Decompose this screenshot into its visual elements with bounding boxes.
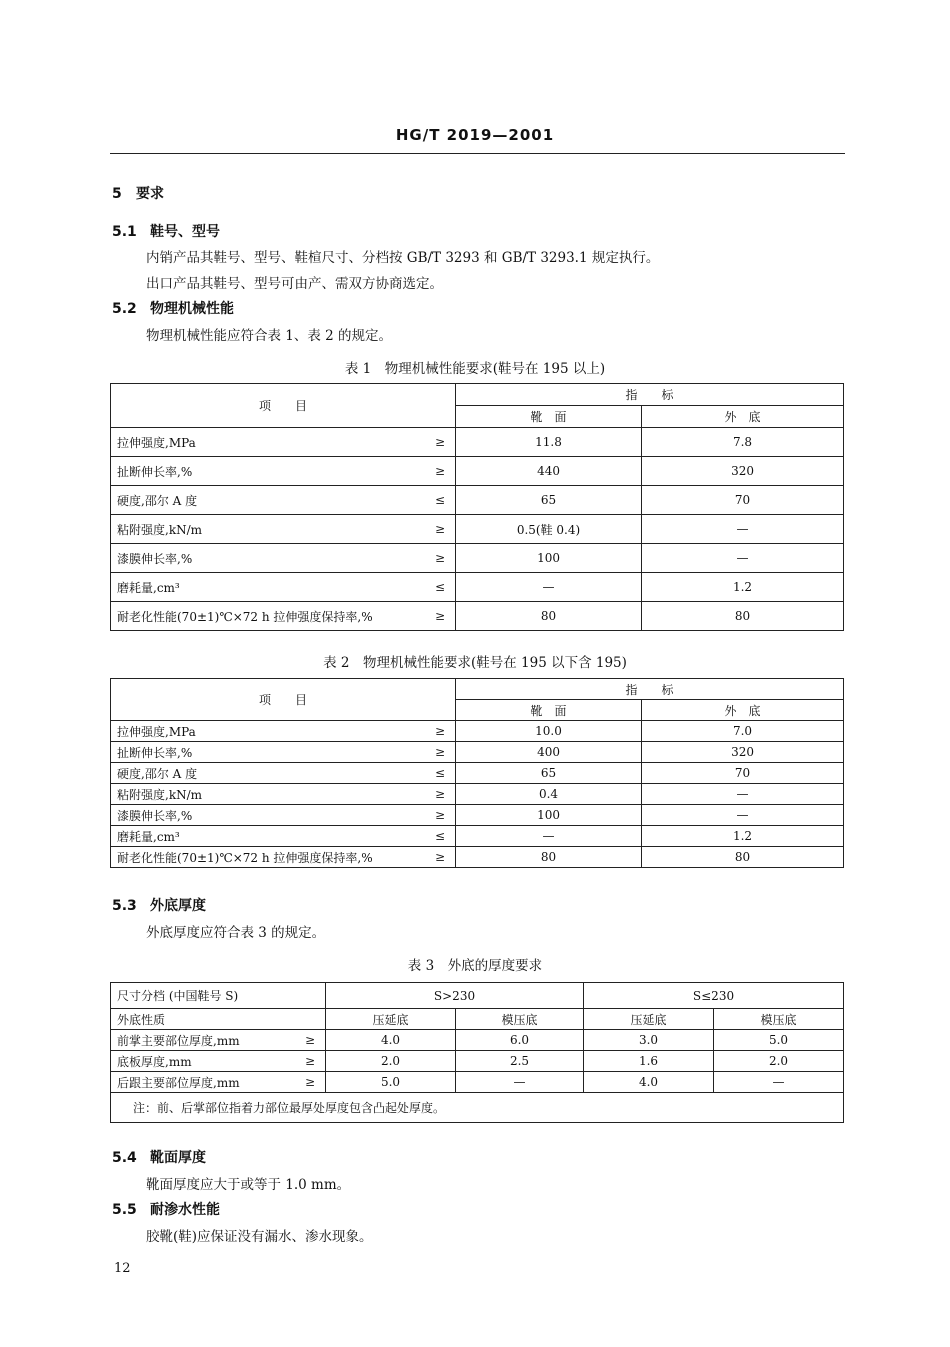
row-operator: ≥: [291, 1051, 326, 1072]
header-molded: 模压底: [456, 1009, 584, 1030]
row-name: 漆膜伸长率,%: [111, 544, 411, 573]
row-operator: ≤: [411, 826, 456, 847]
paragraph: 外底厚度应符合表 3 的规定。: [146, 925, 326, 941]
row-name: 拉伸强度,MPa: [111, 721, 411, 742]
row-name: 耐老化性能(70±1)℃×72 h 拉伸强度保持率,%: [111, 847, 411, 868]
row-name: 扯断伸长率,%: [111, 457, 411, 486]
row-name: 底板厚度,mm: [111, 1051, 291, 1072]
row-operator: ≥: [411, 428, 456, 457]
row-name: 拉伸强度,MPa: [111, 428, 411, 457]
row-value: 6.0: [456, 1030, 584, 1051]
row-sole-value: 70: [642, 763, 844, 784]
header-item: 项 目: [111, 679, 456, 721]
row-operator: ≥: [411, 784, 456, 805]
paragraph: 内销产品其鞋号、型号、鞋楦尺寸、分档按 GB/T 3293 和 GB/T 3293.1 规定执行。: [146, 250, 660, 266]
row-operator: ≥: [411, 721, 456, 742]
row-operator: ≥: [291, 1030, 326, 1051]
row-operator: ≤: [411, 573, 456, 602]
row-sole-value: 7.8: [642, 428, 844, 457]
row-operator: ≤: [411, 486, 456, 515]
row-upper-value: 11.8: [456, 428, 642, 457]
paragraph: 物理机械性能应符合表 1、表 2 的规定。: [146, 328, 393, 344]
table-note: 注：前、后掌部位指着力部位最厚处厚度包含凸起处厚度。: [111, 1093, 844, 1123]
row-sole-value: 1.2: [642, 826, 844, 847]
row-sole-value: —: [642, 784, 844, 805]
row-upper-value: 400: [456, 742, 642, 763]
row-sole-value: 320: [642, 742, 844, 763]
header-size-le-230: S≤230: [584, 983, 844, 1009]
row-upper-value: —: [456, 573, 642, 602]
section-5-3-heading: [112, 895, 206, 915]
paragraph: 出口产品其鞋号、型号可由产、需双方协商选定。: [146, 276, 443, 292]
header-calendered: 压延底: [584, 1009, 714, 1030]
table-row: [111, 805, 844, 826]
row-value: 4.0: [326, 1030, 456, 1051]
header-upper: 靴 面: [456, 700, 642, 721]
header-sole: 外 底: [642, 700, 844, 721]
header-item: 项 目: [111, 384, 456, 428]
row-upper-value: 10.0: [456, 721, 642, 742]
row-upper-value: 440: [456, 457, 642, 486]
table-3-caption: 表 3 外底的厚度要求: [407, 958, 543, 974]
row-sole-value: 7.0: [642, 721, 844, 742]
paragraph: 靴面厚度应大于或等于 1.0 mm。: [146, 1177, 351, 1193]
row-sole-value: —: [642, 515, 844, 544]
row-upper-value: 80: [456, 847, 642, 868]
header-index: 指 标: [456, 384, 844, 406]
row-operator: ≥: [411, 515, 456, 544]
row-sole-value: 70: [642, 486, 844, 515]
page-number: 12: [114, 1261, 131, 1276]
row-name: 扯断伸长率,%: [111, 742, 411, 763]
row-value: 1.6: [584, 1051, 714, 1072]
section-5-1-heading: [112, 221, 220, 241]
table-1-caption: 表 1 物理机械性能要求(鞋号在 195 以上): [344, 361, 606, 377]
row-value: 2.0: [326, 1051, 456, 1072]
table-row: [111, 826, 844, 847]
row-name: 硬度,邵尔 A 度: [111, 486, 411, 515]
header-upper: 靴 面: [456, 406, 642, 428]
row-upper-value: 80: [456, 602, 642, 631]
row-sole-value: 80: [642, 602, 844, 631]
table-row: [111, 784, 844, 805]
row-name: 硬度,邵尔 A 度: [111, 763, 411, 784]
section-title: 鞋号、型号: [150, 224, 220, 240]
row-sole-value: —: [642, 544, 844, 573]
row-operator: ≥: [411, 847, 456, 868]
header-sole: 外 底: [642, 406, 844, 428]
table-2: [110, 678, 844, 868]
table-row: [111, 573, 844, 602]
table-row: [111, 847, 844, 868]
table-row: [111, 486, 844, 515]
row-sole-value: 80: [642, 847, 844, 868]
section-5-4-heading: [112, 1147, 206, 1167]
section-title: 靴面厚度: [150, 1150, 206, 1166]
row-name: 粘附强度,kN/m: [111, 515, 411, 544]
section-5-heading: [112, 183, 164, 203]
table-row: [111, 1030, 844, 1051]
section-5-2-heading: [112, 298, 234, 318]
table-row: [111, 742, 844, 763]
table-2-caption: 表 2 物理机械性能要求(鞋号在 195 以下含 195): [323, 655, 627, 671]
row-value: 5.0: [714, 1030, 844, 1051]
section-title: 耐渗水性能: [150, 1202, 220, 1218]
row-name: 后跟主要部位厚度,mm: [111, 1072, 291, 1093]
row-name: 磨耗量,cm³: [111, 826, 411, 847]
row-upper-value: 65: [456, 763, 642, 784]
table-row: [111, 544, 844, 573]
row-operator: ≥: [411, 457, 456, 486]
header-size-class: 尺寸分档 (中国鞋号 S): [111, 983, 326, 1009]
row-name: 粘附强度,kN/m: [111, 784, 411, 805]
row-upper-value: 0.4: [456, 784, 642, 805]
table-3: [110, 982, 844, 1123]
header-size-gt-230: S>230: [326, 983, 584, 1009]
section-number: 5.2: [112, 301, 137, 317]
table-1: [110, 383, 844, 631]
section-title: 要求: [136, 186, 164, 202]
header-sole-nature: 外底性质: [111, 1009, 326, 1030]
section-number: 5: [112, 186, 122, 202]
table-row: [111, 1072, 844, 1093]
table-row: [111, 721, 844, 742]
header-rule: [110, 153, 845, 154]
section-number: 5.5: [112, 1202, 137, 1218]
row-name: 耐老化性能(70±1)℃×72 h 拉伸强度保持率,%: [111, 602, 411, 631]
row-sole-value: 1.2: [642, 573, 844, 602]
row-sole-value: —: [642, 805, 844, 826]
table-row: [111, 457, 844, 486]
row-upper-value: 100: [456, 544, 642, 573]
row-operator: ≥: [411, 544, 456, 573]
row-value: —: [714, 1072, 844, 1093]
section-5-5-heading: [112, 1199, 220, 1219]
section-number: 5.3: [112, 898, 137, 914]
row-upper-value: 65: [456, 486, 642, 515]
header-molded: 模压底: [714, 1009, 844, 1030]
paragraph: 胶靴(鞋)应保证没有漏水、渗水现象。: [146, 1229, 373, 1245]
row-value: —: [456, 1072, 584, 1093]
row-operator: ≤: [411, 763, 456, 784]
row-operator: ≥: [411, 602, 456, 631]
row-operator: ≥: [411, 742, 456, 763]
table-row: [111, 515, 844, 544]
row-name: 磨耗量,cm³: [111, 573, 411, 602]
row-upper-value: 0.5(鞋 0.4): [456, 515, 642, 544]
row-operator: ≥: [291, 1072, 326, 1093]
table-row: [111, 428, 844, 457]
row-sole-value: 320: [642, 457, 844, 486]
row-name: 漆膜伸长率,%: [111, 805, 411, 826]
table-row: [111, 1051, 844, 1072]
header-calendered: 压延底: [326, 1009, 456, 1030]
row-value: 5.0: [326, 1072, 456, 1093]
row-operator: ≥: [411, 805, 456, 826]
section-number: 5.4: [112, 1150, 137, 1166]
section-title: 物理机械性能: [150, 301, 234, 317]
header-index: 指 标: [456, 679, 844, 700]
row-name: 前掌主要部位厚度,mm: [111, 1030, 291, 1051]
standard-number: HG/T 2019—2001: [395, 126, 555, 144]
row-value: 4.0: [584, 1072, 714, 1093]
row-value: 2.5: [456, 1051, 584, 1072]
table-row: [111, 763, 844, 784]
section-number: 5.1: [112, 224, 137, 240]
row-value: 3.0: [584, 1030, 714, 1051]
section-title: 外底厚度: [150, 898, 206, 914]
row-upper-value: —: [456, 826, 642, 847]
row-value: 2.0: [714, 1051, 844, 1072]
table-row: [111, 602, 844, 631]
row-upper-value: 100: [456, 805, 642, 826]
